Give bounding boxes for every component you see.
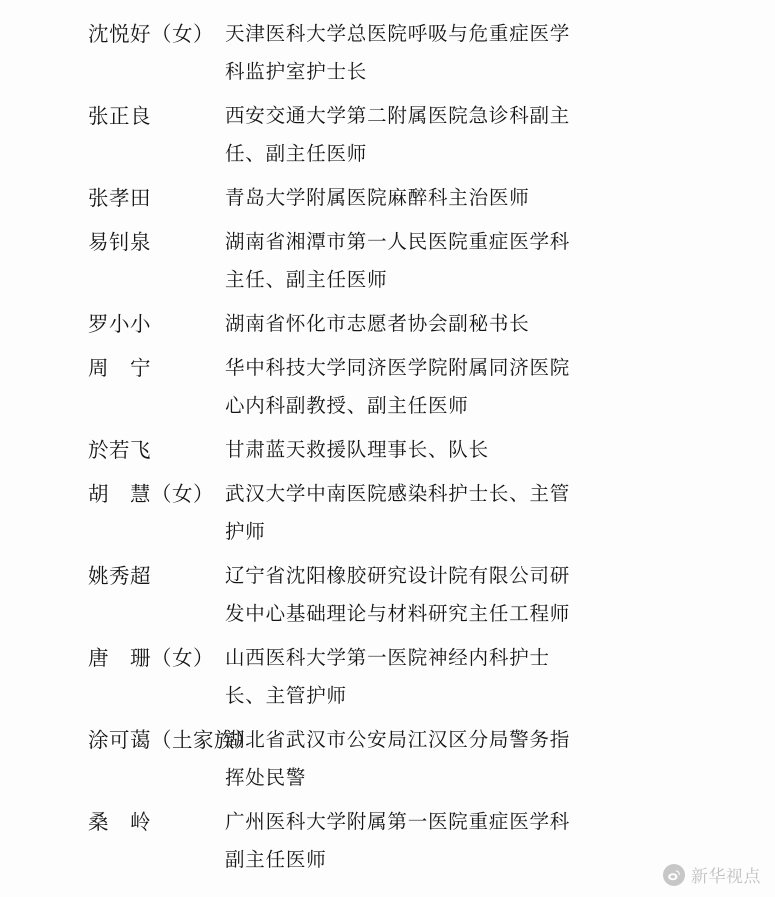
description-line: 护师 [225, 522, 266, 543]
description-line: 武汉大学中南医院感染科护士长、主管 [225, 484, 571, 505]
person-description [225, 804, 595, 880]
person-description [225, 640, 595, 716]
list-item [0, 180, 775, 218]
weibo-icon [663, 864, 685, 886]
person-name: 沈悦好（女） [88, 24, 214, 46]
list-item [0, 224, 775, 300]
list-item [0, 432, 775, 470]
description-line: 广州医科大学附属第一医院重症医学科 [225, 812, 571, 833]
list-item [0, 722, 775, 798]
name-list [0, 16, 775, 886]
person-name: 胡 慧（女） [88, 484, 214, 506]
description-line: 挥处民警 [225, 768, 307, 789]
person-name: 张正良 [88, 106, 151, 128]
list-item [0, 306, 775, 344]
description-line: 副主任医师 [225, 850, 327, 871]
list-item [0, 640, 775, 716]
person-name: 易钊泉 [88, 232, 151, 254]
description-line: 山西医科大学第一医院神经内科护士 [225, 648, 550, 669]
description-line: 天津医科大学总医院呼吸与危重症医学 [225, 24, 571, 45]
person-name: 周 宁 [88, 358, 151, 380]
watermark [663, 862, 761, 887]
description-line: 发中心基础理论与材料研究主任工程师 [225, 604, 571, 625]
person-description [225, 432, 595, 470]
person-description [225, 224, 595, 300]
person-description [225, 306, 595, 344]
list-item [0, 476, 775, 552]
person-description [225, 558, 595, 634]
person-name: 涂可蔼（土家族） [88, 730, 256, 752]
person-name: 姚秀超 [88, 566, 151, 588]
person-description [225, 350, 595, 426]
description-line: 湖北省武汉市公安局江汉区分局警务指 [225, 730, 571, 751]
person-name: 於若飞 [88, 440, 151, 462]
description-line: 主任、副主任医师 [225, 270, 388, 291]
person-description [225, 476, 595, 552]
description-line: 心内科副教授、副主任医师 [225, 396, 469, 417]
watermark-label: 新华视点 [691, 867, 761, 886]
description-line: 任、副主任医师 [225, 144, 368, 165]
person-name: 罗小小 [88, 314, 151, 336]
description-line: 科监护室护士长 [225, 62, 368, 83]
description-line: 西安交通大学第二附属医院急诊科副主 [225, 106, 571, 127]
description-line: 辽宁省沈阳橡胶研究设计院有限公司研 [225, 566, 571, 587]
list-item [0, 804, 775, 880]
description-line: 青岛大学附属医院麻醉科主治医师 [225, 188, 530, 209]
person-name: 桑 岭 [88, 812, 151, 834]
description-line: 甘肃蓝天救援队理事长、队长 [225, 440, 489, 461]
list-item [0, 98, 775, 174]
list-item [0, 558, 775, 634]
person-name: 唐 珊（女） [88, 648, 214, 670]
description-line: 湖南省怀化市志愿者协会副秘书长 [225, 314, 530, 335]
person-name: 张孝田 [88, 188, 151, 210]
person-description [225, 16, 595, 92]
person-description [225, 722, 595, 798]
person-description [225, 180, 595, 218]
person-description [225, 98, 595, 174]
description-line: 长、主管护师 [225, 686, 347, 707]
description-line: 华中科技大学同济医学院附属同济医院 [225, 358, 571, 379]
description-line: 湖南省湘潭市第一人民医院重症医学科 [225, 232, 571, 253]
list-item [0, 350, 775, 426]
list-item [0, 16, 775, 92]
